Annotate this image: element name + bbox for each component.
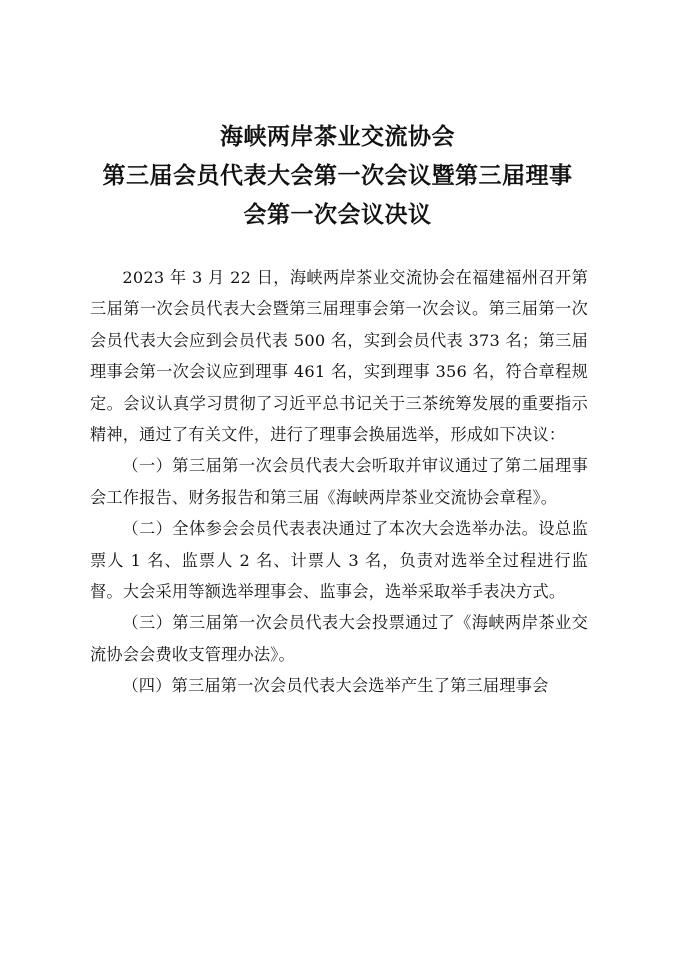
document-title — [60, 118, 615, 235]
title-line-organization: 海峡两岸茶业交流协会 — [220, 124, 455, 150]
document-body — [90, 262, 588, 702]
paragraph-resolution-1: （一）第三届第一次会员代表大会听取并审议通过了第二届理事会工作报告、财务报告和第三届《海峡两岸茶业交流协会章程》。 — [90, 456, 588, 507]
paragraph-resolution-4: （四）第三届第一次会员代表大会选举产生了第三届理事会 — [122, 676, 549, 696]
paragraph-resolution-2: （二）全体参会会员代表表决通过了本次大会选举办法。设总监票人 1 名、监票人 2 名、计票人 3 名，负责对选举全过程进行监督。大会采用等额选举理事会、监事会，选举采取举手表决方式。 — [90, 519, 588, 602]
title-line-resolution: 会第一次会议决议 — [243, 202, 432, 228]
paragraph-intro: 2023 年 3 月 22 日，海峡两岸茶业交流协会在福建福州召开第三届第一次会员代表大会暨第三届理事会第一次会议。第三届第一次会员代表大会应到会员代表 500 名，实到会员代表 373 名；第三届理事会第一次会议应到理事 461 名，实到理事 356 名，符合章程规定。会议认真学习贯彻了习近平总书记关于三茶统筹发展的重要指示精神，通过了有关文件，进行了理事会换届选举，形成如下决议： — [90, 268, 588, 445]
paragraph-resolution-3: （三）第三届第一次会员代表大会投票通过了《海峡两岸茶业交流协会会费收支管理办法》。 — [90, 613, 588, 664]
title-line-meeting: 第三届会员代表大会第一次会议暨第三届理事 — [102, 163, 573, 189]
